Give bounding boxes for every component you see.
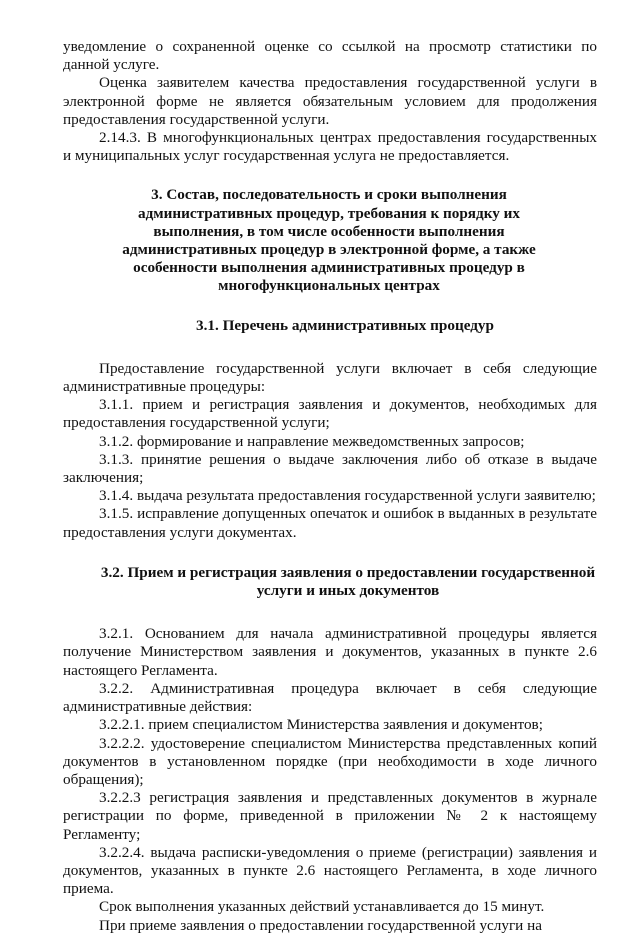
paragraph-intro-1: уведомление о сохраненной оценке со ссылкой на просмотр статистики по данной услуге. bbox=[63, 38, 597, 74]
paragraph-3-1-2: 3.1.2. формирование и направление межведомственных запросов; bbox=[99, 432, 525, 450]
paragraph-3-2-2-2: 3.2.2.2. удостоверение специалистом Министерства представленных копий документов в установленном порядке (при необходимости в ходе личного обращения); bbox=[63, 734, 597, 788]
paragraph-3-2-2-3: 3.2.2.3 регистрация заявления и представленных документов в журнале регистрации по форме, приведенной в приложении № 2 к настоящему Регламенту; bbox=[63, 789, 597, 843]
paragraph-continuation: При приеме заявления о предоставлении государственной услуги на bbox=[99, 916, 542, 934]
paragraph-intro-2: Оценка заявителем качества предоставления государственной услуги в электронной форме не является обязательным условием для продолжения предоставления государственной услуги. bbox=[63, 74, 597, 128]
section-3-heading: 3. Состав, последовательность и сроки выполнения административных процедур, требования к порядку их выполнения, в том числе особенности выполнения административных процедур в электронной форме, а также особенности выполнения административных процедур в многофункциональных центрах bbox=[122, 186, 536, 295]
section-3-1-heading: 3.1. Перечень административных процедур bbox=[196, 316, 494, 334]
paragraph-intro-3: 2.14.3. В многофункциональных центрах предоставления государственных и муниципальных услуг государственная услуга не предоставляется. bbox=[63, 129, 597, 165]
paragraph-3-2-2-1: 3.2.2.1. прием специалистом Министерства заявления и документов; bbox=[99, 716, 543, 734]
paragraph-3-2-2-4: 3.2.2.4. выдача расписки-уведомления о приеме (регистрации) заявления и документов, указанных в пункте 2.6 настоящего Регламента, в ходе личного приема. bbox=[63, 843, 597, 898]
paragraph-3-1-intro: Предоставление государственной услуги включает в себя следующие административные процедуры: bbox=[63, 359, 597, 396]
paragraph-3-1-3: 3.1.3. принятие решения о выдаче заключения либо об отказе в выдаче заключения; bbox=[63, 450, 597, 487]
paragraph-deadline: Срок выполнения указанных действий устанавливается до 15 минут. bbox=[99, 898, 545, 916]
paragraph-3-1-1: 3.1.1. прием и регистрация заявления и документов, необходимых для предоставления государственной услуги; bbox=[63, 396, 597, 432]
paragraph-3-2-1: 3.2.1. Основанием для начала административной процедуры является получение Министерством заявления и документов, указанных в пункте 2.6 настоящего Регламента. bbox=[63, 625, 597, 679]
document-page bbox=[63, 38, 597, 935]
paragraph-3-2-2: 3.2.2. Административная процедура включает в себя следующие административные действия: bbox=[63, 679, 597, 716]
paragraph-3-1-4: 3.1.4. выдача результата предоставления государственной услуги заявителю; bbox=[99, 487, 596, 505]
paragraph-3-1-5: 3.1.5. исправление допущенных опечаток и ошибок в выданных в результате предоставления услуги документах. bbox=[63, 505, 597, 541]
section-3-2-heading: 3.2. Прием и регистрация заявления о предоставлении государственной услуги и иных документов bbox=[100, 563, 596, 600]
